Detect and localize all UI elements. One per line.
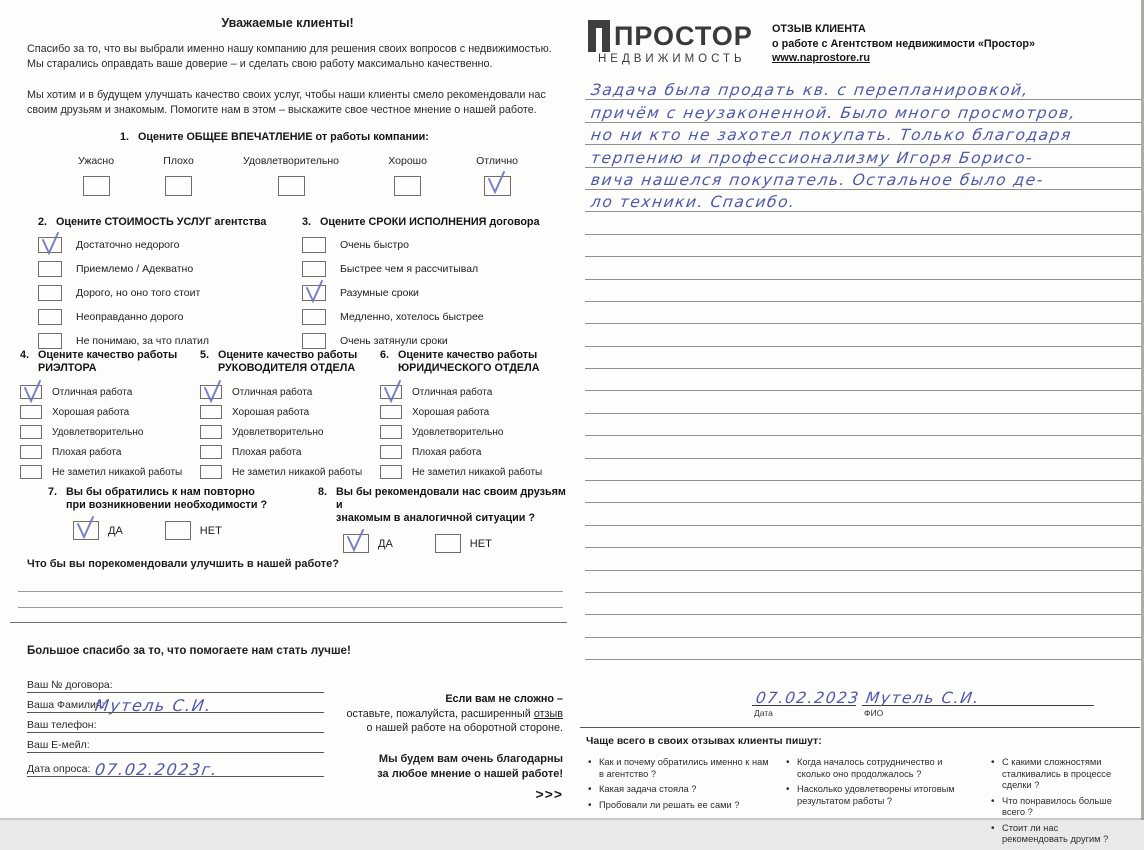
ruled-line bbox=[585, 123, 1141, 145]
logo-wordmark: ПРОСТОР bbox=[614, 20, 753, 51]
aside-text: о нашей работе на оборотной стороне. bbox=[366, 722, 563, 734]
signature-date-label: Дата bbox=[754, 708, 773, 718]
question-number: 6. bbox=[380, 349, 390, 361]
field-email[interactable] bbox=[27, 736, 324, 753]
question-number: 1. bbox=[120, 131, 130, 143]
page-left-questionnaire bbox=[0, 0, 575, 820]
option-row bbox=[380, 442, 560, 462]
option-row bbox=[200, 422, 380, 442]
checkbox[interactable] bbox=[38, 261, 62, 277]
ruled-line-blank bbox=[585, 391, 1141, 413]
q7-yes-no-options bbox=[73, 521, 310, 540]
option-label: Медленно, хотелось быстрее bbox=[340, 311, 484, 323]
checkbox[interactable] bbox=[165, 176, 192, 196]
prostor-logo-icon bbox=[588, 20, 610, 52]
checkbox-checked[interactable] bbox=[343, 534, 369, 553]
review-subtitle: о работе с Агентством недвижимости «Простор» bbox=[772, 37, 1036, 50]
intro-paragraph-2: Мы хотим и в будущем улучшать качество своих услуг, чтобы наши клиенты смело рекомендовали нас своим друзьям и знакомым. Помогите нам в этом – выскажите свое честное мнение о нашей работе. bbox=[27, 89, 546, 116]
signature-name-field[interactable] bbox=[862, 682, 1094, 718]
handwritten-review-area[interactable] bbox=[585, 78, 1141, 660]
thank-you-text: Большое спасибо за то, что помогаете нам стать лучше! bbox=[27, 645, 351, 657]
option-label: Хорошая работа bbox=[412, 406, 490, 418]
field-contract-number[interactable] bbox=[27, 676, 324, 693]
question-2-block bbox=[38, 216, 286, 353]
checkbox[interactable] bbox=[20, 465, 42, 479]
question-title-text: Оцените ОБЩЕЕ ВПЕЧАТЛЕНИЕ от работы компании: bbox=[138, 131, 429, 143]
option-row bbox=[38, 305, 286, 329]
q6-options bbox=[380, 382, 560, 482]
field-surname[interactable] bbox=[27, 696, 324, 713]
option-label: Не заметил никакой работы bbox=[232, 466, 363, 478]
option-label: Удовлетворительно bbox=[232, 426, 324, 438]
field-value-handwritten: Мутель С.И. bbox=[93, 696, 214, 715]
question-title-text: ЮРИДИЧЕСКОГО ОТДЕЛА bbox=[398, 362, 540, 374]
gratitude-line: за любое мнение о нашей работе! bbox=[377, 768, 563, 780]
handwritten-review-text: терпению и профессионализму Игоря Борисо- bbox=[589, 148, 1035, 167]
option-label: Удовлетворительно bbox=[243, 155, 340, 167]
option-row bbox=[73, 521, 123, 540]
option-row bbox=[200, 382, 380, 402]
footer-hints-columns bbox=[586, 757, 1138, 850]
option-label: Удовлетворительно bbox=[412, 426, 504, 438]
footer-bullet-item: • Пробовали ли решать ее сами ? bbox=[586, 800, 784, 812]
gratitude-line: Мы будем вам очень благодарны bbox=[378, 753, 563, 765]
checkbox-checked[interactable] bbox=[380, 385, 402, 399]
checkbox-checked[interactable] bbox=[20, 385, 42, 399]
footer-bullet-item: • С какими сложностями сталкивались в процессе сделки ? bbox=[989, 757, 1137, 792]
handwritten-review-text: но ни кто не захотел покупать. Только благодаря bbox=[589, 126, 1074, 145]
option-row bbox=[20, 402, 200, 422]
option-row bbox=[38, 281, 286, 305]
option-row bbox=[20, 422, 200, 442]
gratitude-note bbox=[325, 752, 563, 782]
option-row bbox=[380, 462, 560, 482]
option-row bbox=[200, 462, 380, 482]
ruled-line bbox=[585, 145, 1141, 167]
option-row bbox=[200, 402, 380, 422]
ruled-line-blank bbox=[585, 481, 1141, 503]
question-title-text: Оцените СРОКИ ИСПОЛНЕНИЯ договора bbox=[320, 216, 540, 228]
question-number: 4. bbox=[20, 349, 30, 361]
checkbox-checked[interactable] bbox=[302, 285, 326, 301]
footer-bullet-item: • Стоит ли нас рекомендовать другим ? bbox=[989, 823, 1137, 846]
question-1-title bbox=[120, 131, 429, 144]
checkbox[interactable] bbox=[38, 309, 62, 325]
option-label: Плохая работа bbox=[412, 446, 482, 458]
option-label: Удовлетворительно bbox=[52, 426, 144, 438]
footer-bullet-item: • Какая задача стояла ? bbox=[586, 784, 784, 796]
option-label: Достаточно недорого bbox=[76, 239, 180, 251]
question-title-text: Оцените качество работы bbox=[398, 349, 538, 361]
signature-name-handwritten: Мутель С.И. bbox=[864, 689, 982, 707]
checkbox[interactable] bbox=[278, 176, 305, 196]
aside-text: оставьте, пожалуйста, расширенный bbox=[346, 707, 534, 720]
checkbox-checked[interactable] bbox=[73, 521, 99, 540]
footer-bullet-item: • Что понравилось больше всего ? bbox=[989, 796, 1137, 819]
option-label: Отличная работа bbox=[52, 386, 133, 398]
ruled-line-blank bbox=[585, 212, 1141, 234]
ruled-line-blank bbox=[585, 436, 1141, 458]
option-label: Приемлемо / Адекватно bbox=[76, 263, 194, 275]
checkbox[interactable] bbox=[83, 176, 110, 196]
ruled-line-blank bbox=[585, 414, 1141, 436]
question-number: 8. bbox=[318, 486, 328, 498]
improvement-question: Что бы вы порекомендовали улучшить в нашей работе? bbox=[27, 558, 339, 570]
option-label: Хорошо bbox=[388, 155, 427, 167]
option-label: Быстрее чем я рассчитывал bbox=[340, 263, 479, 275]
question-5-title bbox=[200, 349, 380, 375]
questions-2-3 bbox=[38, 216, 557, 353]
q4-options bbox=[20, 382, 200, 482]
question-title-text: знакомым в аналогичной ситуации ? bbox=[336, 512, 536, 524]
footer-hints-column-2 bbox=[784, 757, 989, 850]
logo-subtitle: НЕДВИЖИМОСТЬ bbox=[598, 53, 746, 65]
ruled-line-blank bbox=[585, 302, 1141, 324]
ruled-line-blank bbox=[585, 571, 1141, 593]
option-label: Плохая работа bbox=[232, 446, 302, 458]
option-row bbox=[78, 155, 114, 196]
option-label: Неоправданно дорого bbox=[76, 311, 184, 323]
footer-divider bbox=[580, 727, 1140, 728]
footer-bullet-item: • Как и почему обратились именно к нам в агентство ? bbox=[586, 757, 784, 780]
option-row bbox=[20, 442, 200, 462]
field-label: Дата опроса: bbox=[27, 763, 91, 775]
q5-options bbox=[200, 382, 380, 482]
ruled-line-blank bbox=[585, 347, 1141, 369]
checkbox-checked[interactable] bbox=[484, 176, 511, 196]
option-row bbox=[165, 521, 222, 540]
page-right-review bbox=[580, 0, 1144, 844]
footer-bullet-item: • Насколько удовлетворены итоговым результатом работы ? bbox=[784, 784, 989, 807]
signature-date-field[interactable] bbox=[752, 682, 862, 718]
question-title-text: Вы бы рекомендовали нас своим друзьям и bbox=[336, 486, 566, 511]
field-value-handwritten: 07.02.2023г. bbox=[93, 760, 220, 779]
option-label: Дорого, но оно того стоит bbox=[76, 287, 201, 299]
scan-edge-artifact bbox=[0, 818, 1144, 820]
question-number: 3. bbox=[302, 216, 312, 228]
ruled-line-blank bbox=[585, 257, 1141, 279]
ruled-line-blank bbox=[585, 280, 1141, 302]
option-row bbox=[302, 281, 557, 305]
option-row bbox=[38, 257, 286, 281]
checkbox-checked[interactable] bbox=[38, 237, 62, 253]
checkbox[interactable] bbox=[38, 333, 62, 349]
ruled-line bbox=[585, 190, 1141, 212]
option-label: Хорошая работа bbox=[52, 406, 130, 418]
ruled-line-blank bbox=[585, 593, 1141, 615]
review-header bbox=[772, 22, 1142, 66]
checkbox[interactable] bbox=[20, 425, 42, 439]
question-title-text: РУКОВОДИТЕЛЯ ОТДЕЛА bbox=[218, 362, 356, 374]
checkbox[interactable] bbox=[165, 521, 191, 540]
footer-hints-column-3 bbox=[989, 757, 1137, 850]
ruled-line-blank bbox=[585, 638, 1141, 660]
option-label: Хорошая работа bbox=[232, 406, 310, 418]
question-title-text: при возникновении необходимости ? bbox=[66, 499, 268, 511]
option-row bbox=[38, 233, 286, 257]
q1-rating-options bbox=[78, 155, 518, 196]
handwritten-review-text: вича нашелся покупатель. Остальное было де- bbox=[589, 170, 1046, 189]
option-row bbox=[380, 382, 560, 402]
q2-options bbox=[38, 233, 286, 353]
review-title: ОТЗЫВ КЛИЕНТА bbox=[772, 23, 866, 35]
option-row bbox=[380, 402, 560, 422]
ruled-line-blank bbox=[585, 324, 1141, 346]
option-label: ДА bbox=[378, 537, 393, 550]
checkbox[interactable] bbox=[380, 445, 402, 459]
question-3-title bbox=[302, 216, 557, 229]
option-row bbox=[435, 534, 492, 553]
prostor-logo bbox=[588, 20, 753, 65]
question-7-title bbox=[48, 486, 310, 512]
option-row bbox=[243, 155, 339, 196]
field-label: Ваша Фамилия: bbox=[27, 699, 105, 711]
option-row bbox=[388, 155, 427, 196]
option-label: Не заметил никакой работы bbox=[412, 466, 543, 478]
handwritten-review-text: причём с неузаконенной. Было много просмотров, bbox=[589, 103, 1078, 122]
handwritten-review-text: ло техники. Спасибо. bbox=[589, 193, 797, 212]
checkbox[interactable] bbox=[200, 425, 222, 439]
checkbox[interactable] bbox=[20, 405, 42, 419]
intro-paragraph-1: Спасибо за то, что вы выбрали именно нашу компанию для решения своих вопросов с недвижимостью. Мы старались оправдать ваше доверие – и сделать свою работу максимально качественно. bbox=[27, 43, 552, 70]
ruled-line bbox=[585, 168, 1141, 190]
question-title-text: Оцените качество работы bbox=[218, 349, 358, 361]
ruled-line-blank bbox=[585, 615, 1141, 637]
checkbox-checked[interactable] bbox=[200, 385, 222, 399]
option-row bbox=[302, 305, 557, 329]
q8-yes-no-options bbox=[343, 534, 568, 553]
greeting-title: Уважаемые клиенты! bbox=[221, 16, 354, 30]
option-label: НЕТ bbox=[199, 524, 222, 537]
option-label: ДА bbox=[108, 524, 123, 537]
option-label: Очень быстро bbox=[340, 239, 409, 251]
checkbox[interactable] bbox=[200, 405, 222, 419]
ruled-line bbox=[585, 78, 1141, 100]
option-row bbox=[380, 422, 560, 442]
signature-name-label: ФИО bbox=[864, 708, 884, 718]
field-survey-date[interactable] bbox=[27, 756, 324, 777]
footer-hints-title: Чаще всего в своих отзывах клиенты пишут: bbox=[586, 735, 822, 747]
question-8-title bbox=[318, 486, 568, 525]
option-label: Не заметил никакой работы bbox=[52, 466, 183, 478]
option-label: НЕТ bbox=[469, 537, 492, 550]
question-7-block bbox=[48, 486, 310, 553]
option-label: Ужасно bbox=[78, 155, 115, 167]
question-number: 7. bbox=[48, 486, 58, 498]
website-link[interactable]: www.naprostore.ru bbox=[772, 52, 870, 64]
question-6-title bbox=[380, 349, 560, 375]
checkbox[interactable] bbox=[302, 333, 326, 349]
option-label: Отличная работа bbox=[412, 386, 493, 398]
question-6-block bbox=[380, 349, 560, 482]
reverse-side-note bbox=[325, 692, 563, 736]
turn-page-arrows: >>> bbox=[535, 786, 563, 802]
ruled-line-blank bbox=[585, 459, 1141, 481]
checkbox[interactable] bbox=[380, 465, 402, 479]
checkbox[interactable] bbox=[380, 425, 402, 439]
option-row bbox=[200, 442, 380, 462]
field-label: Ваш № договора: bbox=[27, 679, 113, 691]
option-row bbox=[20, 382, 200, 402]
option-label: Плохая работа bbox=[52, 446, 122, 458]
checkbox[interactable] bbox=[38, 285, 62, 301]
option-row bbox=[476, 155, 518, 196]
field-label: Ваш телефон: bbox=[27, 719, 97, 731]
q3-options bbox=[302, 233, 557, 353]
checkbox[interactable] bbox=[394, 176, 421, 196]
checkbox[interactable] bbox=[200, 445, 222, 459]
signature-date-handwritten: 07.02.2023 bbox=[754, 689, 862, 707]
ruled-line-blank bbox=[585, 526, 1141, 548]
ruled-line-blank bbox=[585, 369, 1141, 391]
aside-otzyv-underlined: отзыв bbox=[533, 707, 563, 720]
question-title-text: Оцените качество работы bbox=[38, 349, 178, 361]
answer-line[interactable] bbox=[18, 607, 563, 608]
checkbox[interactable] bbox=[302, 261, 326, 277]
checkbox[interactable] bbox=[302, 237, 326, 253]
question-number: 2. bbox=[38, 216, 48, 228]
question-3-block bbox=[302, 216, 557, 353]
option-row bbox=[343, 534, 393, 553]
questions-7-8 bbox=[48, 486, 568, 553]
ruled-line-blank bbox=[585, 503, 1141, 525]
option-label: Плохо bbox=[163, 155, 194, 167]
field-label: Ваш Е-мейл: bbox=[27, 739, 90, 751]
ruled-line-blank bbox=[585, 235, 1141, 257]
question-title-text: Оцените СТОИМОСТЬ УСЛУГ агентства bbox=[56, 216, 267, 228]
question-4-block bbox=[20, 349, 200, 482]
question-4-title bbox=[20, 349, 200, 375]
checkbox[interactable] bbox=[380, 405, 402, 419]
question-8-block bbox=[318, 486, 568, 553]
question-title-text: РИЭЛТОРА bbox=[38, 362, 97, 374]
footer-hints-column-1 bbox=[586, 757, 784, 850]
question-title-text: Вы бы обратились к нам повторно bbox=[66, 486, 255, 498]
option-label: Очень затянули сроки bbox=[340, 335, 448, 347]
option-label: Отличная работа bbox=[232, 386, 313, 398]
questions-4-5-6 bbox=[20, 349, 560, 482]
section-divider bbox=[10, 622, 567, 623]
question-2-title bbox=[38, 216, 286, 229]
option-row bbox=[20, 462, 200, 482]
option-row bbox=[302, 257, 557, 281]
question-5-block bbox=[200, 349, 380, 482]
question-number: 5. bbox=[200, 349, 210, 361]
checkbox[interactable] bbox=[200, 465, 222, 479]
answer-line[interactable] bbox=[18, 591, 563, 592]
handwritten-review-text: Задача была продать кв. с перепланировкой, bbox=[589, 81, 1031, 100]
option-label: Не понимаю, за что платил bbox=[76, 335, 210, 347]
option-row bbox=[163, 155, 194, 196]
ruled-line-blank bbox=[585, 548, 1141, 570]
checkbox[interactable] bbox=[302, 309, 326, 325]
checkbox[interactable] bbox=[435, 534, 461, 553]
footer-bullet-item: • Когда началось сотрудничество и сколько оно продолжалось ? bbox=[784, 757, 989, 780]
field-phone[interactable] bbox=[27, 716, 324, 733]
option-row bbox=[302, 233, 557, 257]
aside-bold-intro: Если вам не сложно – bbox=[445, 693, 563, 705]
ruled-line bbox=[585, 100, 1141, 122]
checkbox[interactable] bbox=[20, 445, 42, 459]
option-label: Разумные сроки bbox=[340, 287, 419, 299]
option-label: Отлично bbox=[476, 155, 518, 167]
